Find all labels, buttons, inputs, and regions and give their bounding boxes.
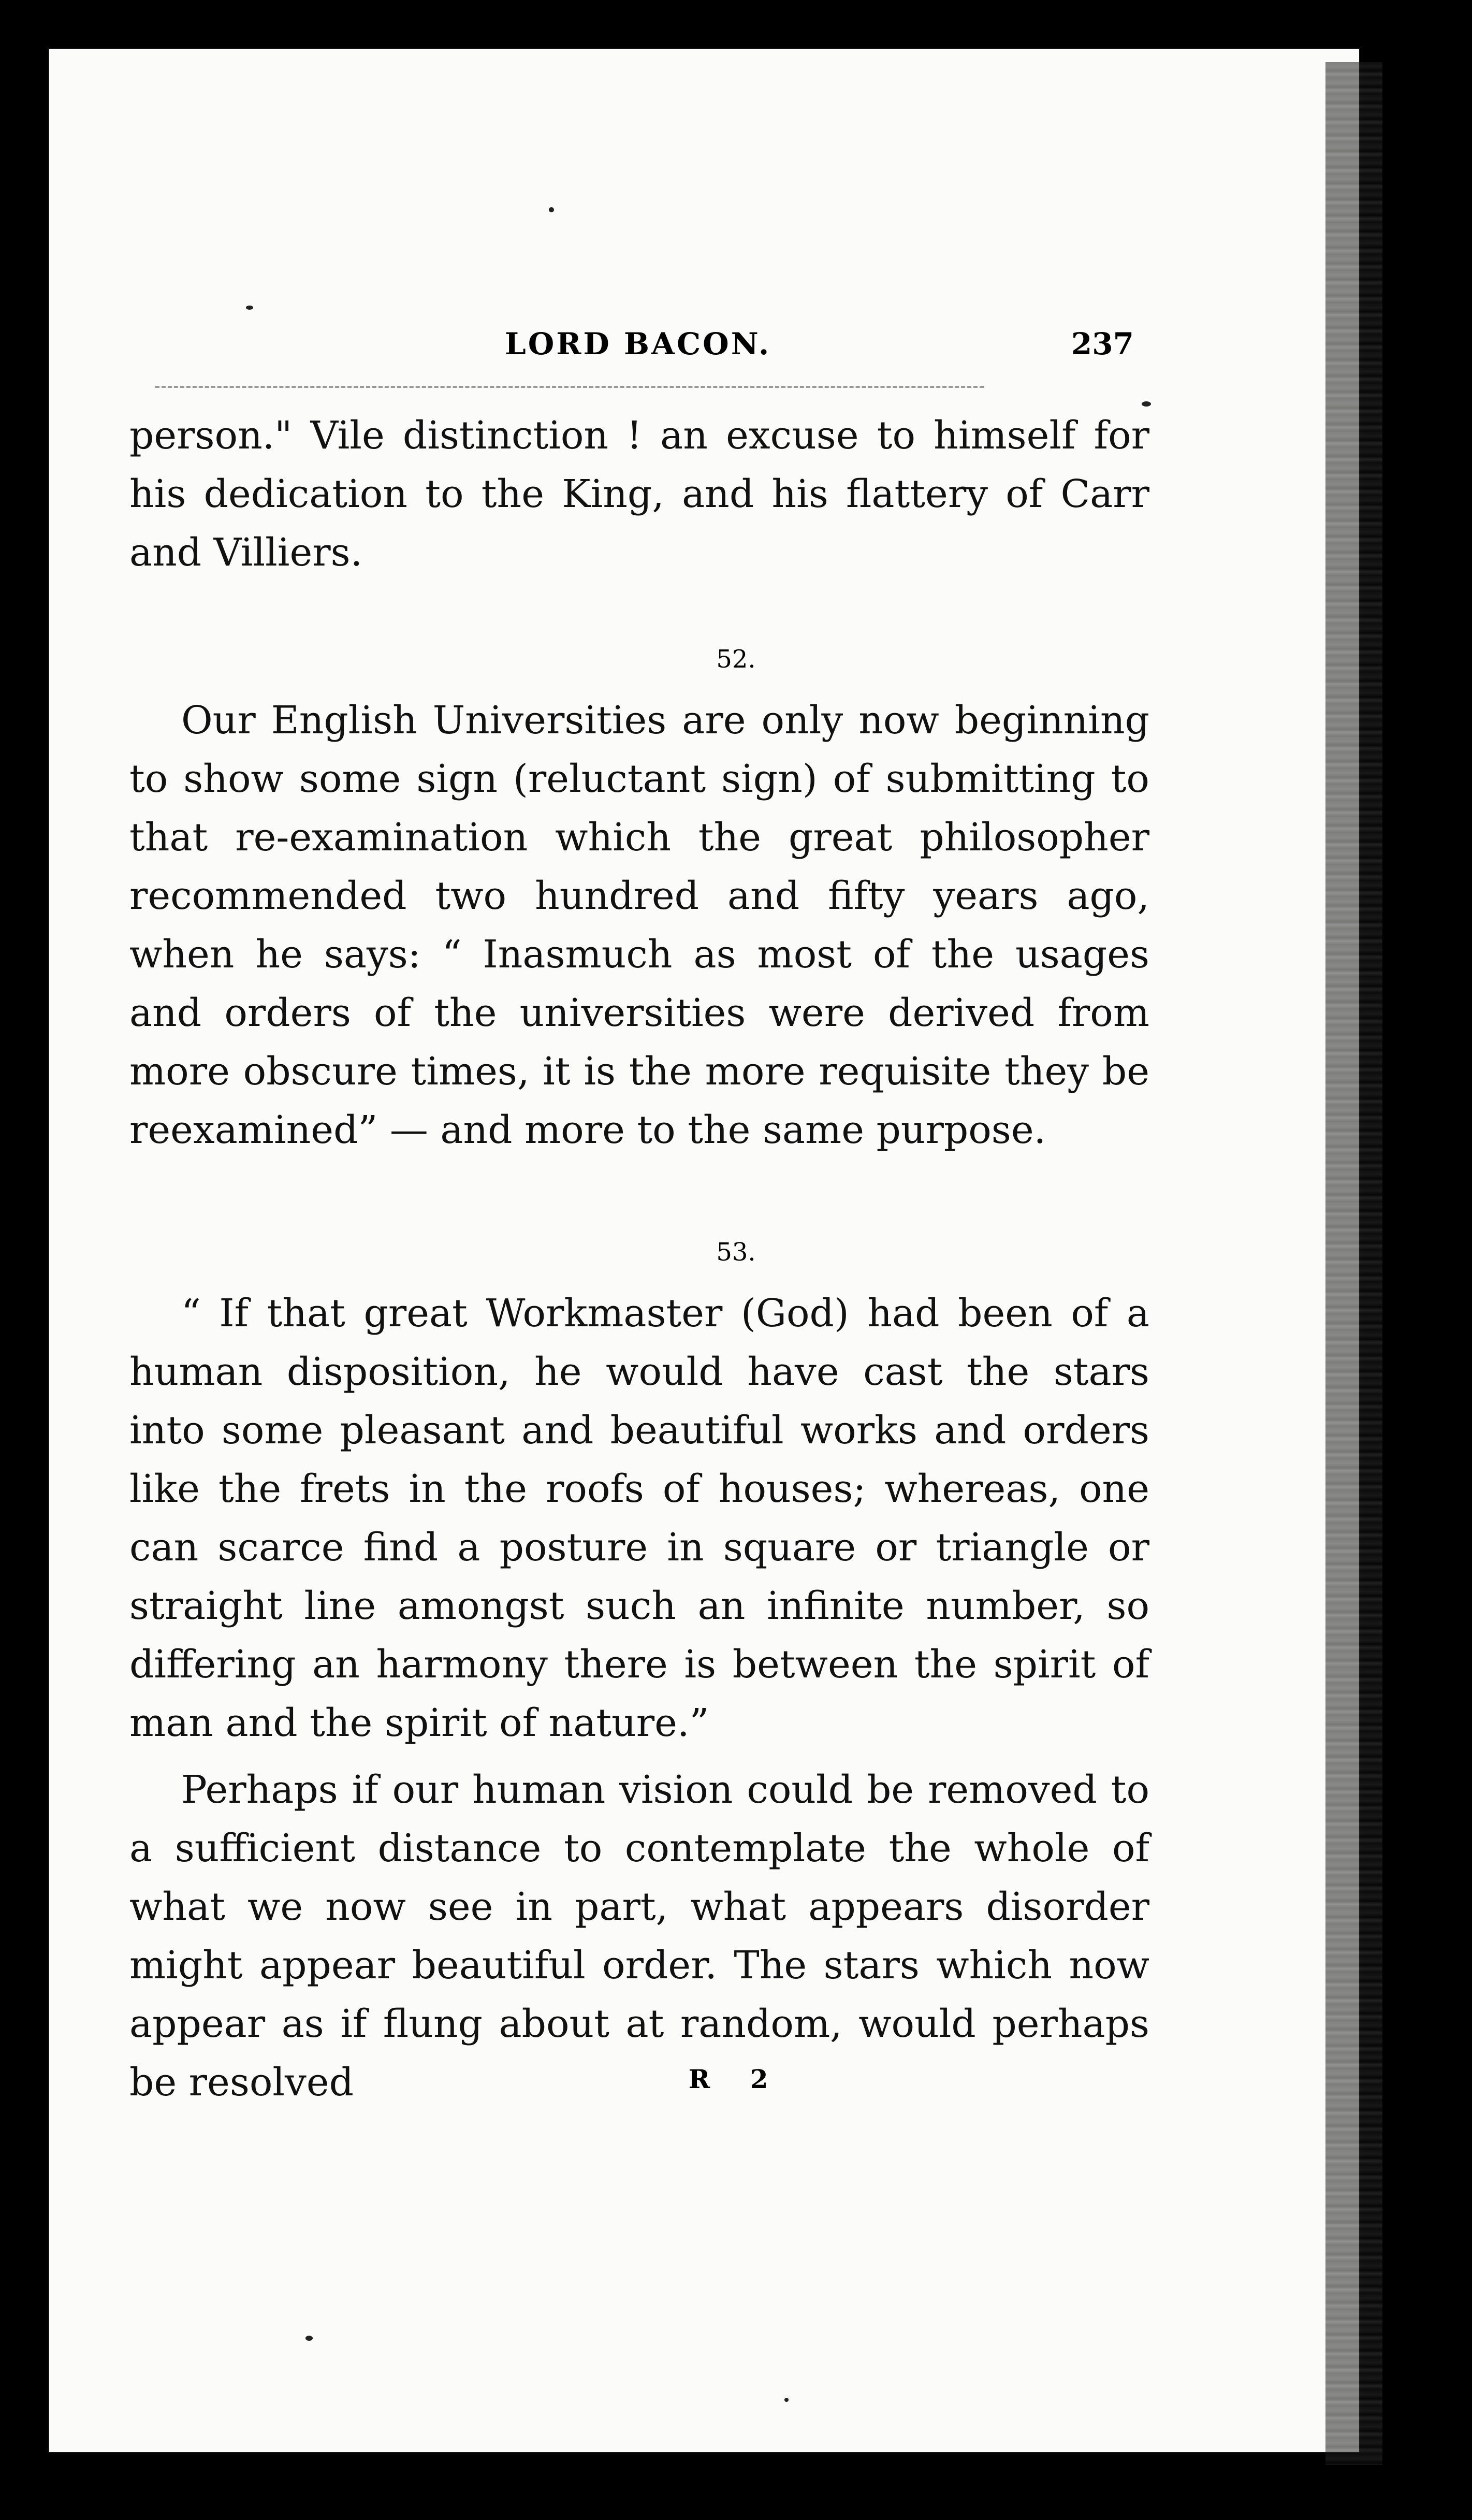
paragraph-section-52: Our English Universities are only now beginning to show some sign (reluctant sign) of submitting to that re-examination which the great philosopher recommended two hundred and fifty years ago, when he says: “ Inasmuch as most of the usages and orders of the universities were derived from more obscure times, it is the more requisite they be reexamined” — and more to the same purpose. — [129, 698, 1149, 1152]
paragraph-section-53-quote: “ If that great Workmaster (God) had been of a human disposition, he would have cast the stars into some pleasant and beautiful works and orders like the frets in the roofs of houses; whereas, one can scarce find a posture in square or triangle or straight line amongst such an infinite number, so differing an harmony there is between the spirit of man and the spirit of nature.” — [129, 1291, 1149, 1745]
scan-speck — [1142, 401, 1151, 407]
section-number-52: 52. — [716, 645, 756, 674]
page-number: 237 — [1071, 326, 1134, 361]
scan-speck — [784, 2398, 789, 2402]
paragraph-continuation: person." Vile distinction ! an excuse to himself for his dedication to the King, and his flattery of Carr and Villiers. — [129, 413, 1149, 575]
scan-speck — [305, 2336, 313, 2341]
paragraph-section-53-commentary: Perhaps if our human vision could be removed to a sufficient distance to contemplate the whole of what we now see in part, what appears disorder might appear beautiful order. The stars which now appear as if flung about at random, would perhaps be resolved — [129, 1768, 1149, 2105]
header-rule — [155, 386, 984, 388]
running-title: LORD BACON. — [505, 326, 771, 361]
scan-speck — [246, 306, 253, 310]
running-head — [129, 326, 1134, 368]
signature-mark: R 2 — [688, 2064, 784, 2094]
section-number-53: 53. — [716, 1238, 756, 1267]
scan-speck — [549, 207, 554, 212]
